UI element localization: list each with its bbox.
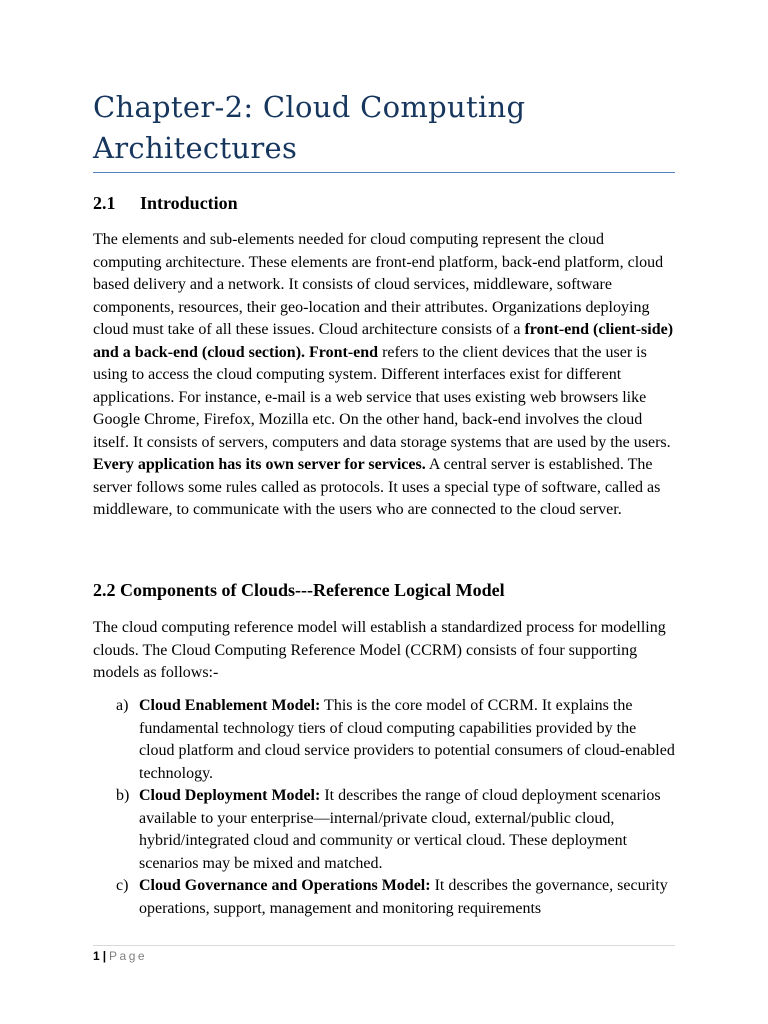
chapter-title: Chapter-2: Cloud Computing Architectures: [93, 90, 526, 165]
title-divider: [93, 172, 675, 173]
list-item-term: Cloud Deployment Model:: [139, 787, 321, 804]
list-item-term: Cloud Enablement Model:: [139, 697, 321, 714]
list-marker: b): [116, 787, 130, 804]
section-number: 2.1: [93, 193, 116, 213]
page-label: Page: [109, 949, 148, 963]
list-item-text: This is the core model of CCRM. It explains the fundamental technology tiers of cloud computing capabilities provided by the cloud platform and cloud service providers to potential consumers of cloud-enabled technology.: [139, 697, 675, 782]
list-item: [93, 785, 675, 875]
footer-divider: [93, 945, 675, 946]
list-marker: c): [116, 877, 129, 894]
page-number: 1: [93, 949, 100, 963]
intro-text-1: The elements and sub-elements needed for cloud computing represent the cloud computing architecture. These elements are front-end platform, back-end platform, cloud based delivery and a network. It consists of cloud services, middleware, software components, resources, their geo-location and their attributes. Organizations deploying cloud must take of all these issues. Cloud architecture consists of a: [93, 231, 664, 338]
section-title: Introduction: [140, 193, 238, 213]
introduction-paragraph: [93, 229, 675, 522]
list-item: [93, 695, 675, 785]
section-heading-introduction: [93, 192, 238, 214]
list-item-text: It describes the range of cloud deployment scenarios available to your enterprise—internal/private cloud, external/public cloud, hybrid/integrated cloud and community or vertical cloud. These deployment scenarios may be mixed and matched.: [139, 787, 661, 872]
intro-text-3: A central server is established. The server follows some rules called as protocols. It uses a special type of software, called as middleware, to communicate with the users who are connected to the cloud server.: [93, 456, 661, 518]
list-item-text: It describes the governance, security operations, support, management and monitoring requirements: [139, 877, 668, 917]
components-intro-paragraph: The cloud computing reference model will establish a standardized process for modelling clouds. The Cloud Computing Reference Model (CCRM) consists of four supporting models as follows:-: [93, 619, 666, 681]
intro-bold-1: front-end (client-side) and a back-end (cloud section). Front-end: [93, 321, 674, 361]
list-marker: a): [116, 697, 129, 714]
list-item-term: Cloud Governance and Operations Model:: [139, 877, 431, 894]
section-heading-components: 2.2 Components of Clouds---Reference Logical Model: [93, 580, 505, 600]
intro-bold-2: Every application has its own server for services.: [93, 456, 426, 473]
footer-separator: |: [102, 949, 107, 963]
reference-models-list: [93, 695, 675, 920]
page-footer: [93, 948, 147, 964]
intro-text-2: refers to the client devices that the user is using to access the cloud computing system. Different interfaces exist for different applications. For instance, e-mail is a web service that uses existing web browsers like Google Chrome, Firefox, Mozilla etc. On the other hand, back-end involves the cloud itself. It consists of servers, computers and data storage systems that are used by the users.: [93, 343, 671, 451]
list-item: [93, 875, 675, 920]
